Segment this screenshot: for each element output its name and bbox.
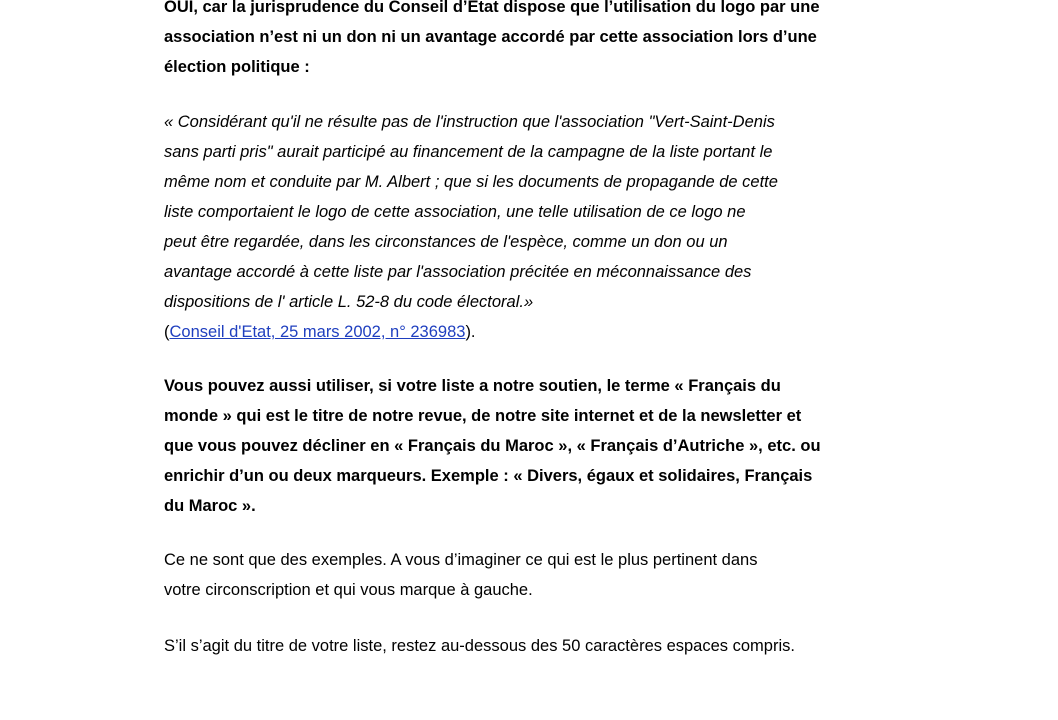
examples-line-1: Ce ne sont que des exemples. A vous d’imaginer ce qui est le plus pertinent dans (164, 551, 758, 569)
quote-line-3: même nom et conduite par M. Albert ; que si les documents de propagande de cette (164, 173, 778, 191)
citation-open: ( (164, 323, 170, 341)
terms-line-2: monde » qui est le titre de notre revue, de notre site internet et de la newsletter et (164, 407, 802, 425)
terms-line-1: Vous pouvez aussi utiliser, si votre liste a notre soutien, le terme « Français du (164, 377, 781, 395)
citation (164, 317, 907, 347)
answer-line-3: élection politique : (164, 58, 310, 76)
citation-link[interactable]: Conseil d'Etat, 25 mars 2002, n° 236983 (169, 323, 466, 341)
examples-line-2: votre circonscription et qui vous marque à gauche. (164, 581, 533, 599)
terms-line-3: que vous pouvez décliner en « Français du Maroc », « Français d’Autriche », etc. ou (164, 437, 821, 455)
terms-paragraph (164, 371, 907, 521)
quote-line-7: dispositions de l' article L. 52-8 du code électoral.» (164, 293, 534, 311)
quote-line-2: sans parti pris" aurait participé au financement de la campagne de la liste portant le (164, 143, 773, 161)
examples-paragraph (164, 545, 907, 605)
quote-line-5: peut être regardée, dans les circonstances de l'espèce, comme un don ou un (164, 233, 728, 251)
answer-line-1: OUI, car la jurisprudence du Conseil d’Etat dispose que l’utilisation du logo par une (164, 0, 820, 16)
quote-line-6: avantage accordé à cette liste par l'association précitée en méconnaissance des (164, 263, 752, 281)
terms-line-5: du Maroc ». (164, 497, 256, 515)
title-limit-paragraph (164, 631, 907, 661)
quote-line-4: liste comportaient le logo de cette association, une telle utilisation de ce logo ne (164, 203, 746, 221)
answer-line-2: association n’est ni un don ni un avantage accordé par cette association lors d’une (164, 28, 817, 46)
quote-line-1: « Considérant qu'il ne résulte pas de l'instruction que l'association "Vert-Saint-Denis (164, 113, 775, 131)
title-limit-line-1: S’il s’agit du titre de votre liste, restez au-dessous des 50 caractères espaces compris. (164, 637, 795, 655)
terms-line-4: enrichir d’un ou deux marqueurs. Exemple : « Divers, égaux et solidaires, Français (164, 467, 813, 485)
citation-close: ). (465, 323, 476, 341)
quote-paragraph (164, 107, 907, 317)
citation-line (164, 317, 907, 347)
answer-paragraph (164, 0, 907, 82)
